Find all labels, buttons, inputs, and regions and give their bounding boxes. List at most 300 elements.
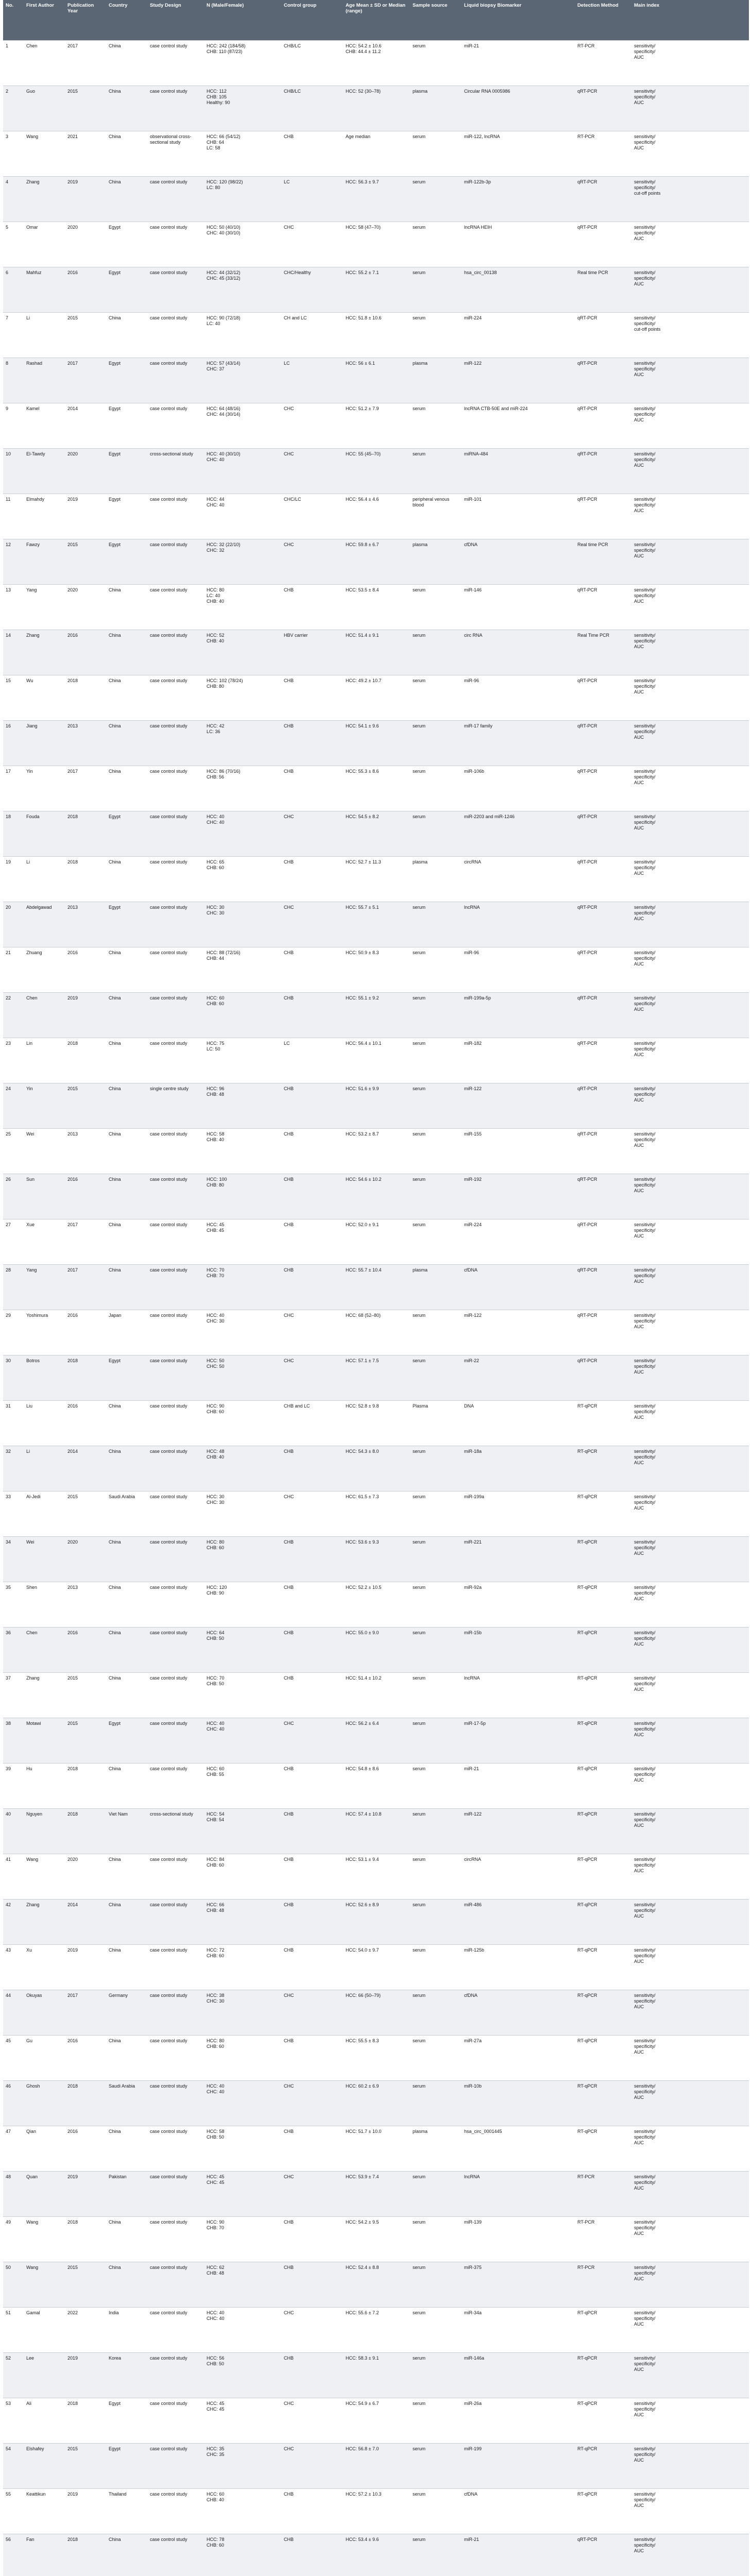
table-cell: serum <box>410 1582 462 1628</box>
table-cell: HCC: 56 ± 6.1 <box>343 358 410 403</box>
table-cell: miR-122 <box>462 1310 575 1355</box>
table-cell: 2013 <box>65 1582 106 1628</box>
table-row <box>3 2172 749 2217</box>
table-cell: CHB <box>281 947 343 993</box>
table-cell: sensitivity/ specificity/ AUC <box>631 1673 749 1718</box>
table-cell: Egypt <box>106 267 147 313</box>
table-cell: sensitivity/ specificity/ AUC <box>631 494 749 539</box>
table-cell: case control study <box>147 86 204 131</box>
table-cell: miR-21 <box>462 2534 575 2576</box>
table-cell: RT-qPCR <box>575 2444 631 2489</box>
table-row <box>3 1401 749 1446</box>
table-cell: Yang <box>24 585 65 630</box>
table-cell: HCC: 52 CHB: 40 <box>204 630 281 675</box>
table-cell: miR-15b <box>462 1628 575 1673</box>
table-cell: Yin <box>24 766 65 811</box>
table-row <box>3 675 749 721</box>
table-cell: Elshafey <box>24 2444 65 2489</box>
table-cell: HCC: 68 (52–80) <box>343 1310 410 1355</box>
table-row <box>3 1129 749 1174</box>
table-cell: 30 <box>3 1355 24 1401</box>
table-cell: 2018 <box>65 2217 106 2262</box>
table-cell: qRT-PCR <box>575 857 631 902</box>
table-cell: Elmahdy <box>24 494 65 539</box>
table-row <box>3 267 749 313</box>
header-row <box>3 0 749 41</box>
table-cell: HCC: 52.8 ± 9.8 <box>343 1401 410 1446</box>
table-cell: RT-qPCR <box>575 2036 631 2081</box>
table-cell: 2017 <box>65 1990 106 2036</box>
table-cell: CHB <box>281 2036 343 2081</box>
table-cell: Sun <box>24 1174 65 1219</box>
table-cell: China <box>106 675 147 721</box>
table-cell: CHB and LC <box>281 1401 343 1446</box>
table-cell: HCC: 40 CHC: 40 <box>204 2308 281 2353</box>
table-cell: China <box>106 2036 147 2081</box>
table-row <box>3 2081 749 2126</box>
table-cell: serum <box>410 902 462 947</box>
table-cell: HCC: 54.3 ± 8.0 <box>343 1446 410 1492</box>
table-cell: case control study <box>147 675 204 721</box>
column-header: Country <box>106 0 147 41</box>
table-cell: serum <box>410 2081 462 2126</box>
table-cell: 20 <box>3 902 24 947</box>
table-cell: HCC: 51.8 ± 10.6 <box>343 313 410 358</box>
table-cell: 21 <box>3 947 24 993</box>
table-cell: qRT-PCR <box>575 1174 631 1219</box>
table-cell: sensitivity/ specificity/ AUC <box>631 222 749 267</box>
table-cell: 2018 <box>65 811 106 857</box>
table-cell: 2019 <box>65 2489 106 2534</box>
table-cell: RT-qPCR <box>575 1900 631 1945</box>
table-cell: sensitivity/ specificity/ AUC <box>631 2172 749 2217</box>
table-cell: Ali <box>24 2398 65 2444</box>
table-cell: Plasma <box>410 1401 462 1446</box>
table-cell: HCC: 55.7 ± 5.1 <box>343 902 410 947</box>
table-cell: 26 <box>3 1174 24 1219</box>
table-cell: CH and LC <box>281 313 343 358</box>
table-cell: case control study <box>147 2126 204 2172</box>
table-cell: serum <box>410 449 462 494</box>
table-row <box>3 86 749 131</box>
table-cell: Wang <box>24 131 65 177</box>
table-cell: miR-10b <box>462 2081 575 2126</box>
table-cell: Chen <box>24 41 65 86</box>
table-cell: RT-qPCR <box>575 2489 631 2534</box>
table-cell: CHB/LC <box>281 86 343 131</box>
table-cell: plasma <box>410 1265 462 1310</box>
table-cell: Real Time PCR <box>575 630 631 675</box>
table-cell: 31 <box>3 1401 24 1446</box>
column-header: N (Male/Female) <box>204 0 281 41</box>
table-cell: case control study <box>147 857 204 902</box>
table-row <box>3 358 749 403</box>
table-row <box>3 313 749 358</box>
table-cell: miR-486 <box>462 1900 575 1945</box>
table-cell: Mahfuz <box>24 267 65 313</box>
table-cell: 2016 <box>65 630 106 675</box>
table-cell: sensitivity/ specificity/ AUC <box>631 585 749 630</box>
table-cell: case control study <box>147 2489 204 2534</box>
table-cell: serum <box>410 2036 462 2081</box>
table-cell: serum <box>410 2217 462 2262</box>
table-cell: HCC: 51.6 ± 9.9 <box>343 1083 410 1129</box>
table-cell: lncRNA <box>462 1673 575 1718</box>
table-cell: HCC: 54.8 ± 8.6 <box>343 1764 410 1809</box>
table-cell: 8 <box>3 358 24 403</box>
table-cell: HCC: 55.0 ± 9.0 <box>343 1628 410 1673</box>
table-cell: sensitivity/ specificity/ AUC <box>631 1945 749 1990</box>
table-cell: case control study <box>147 766 204 811</box>
column-header: Study Design <box>147 0 204 41</box>
table-cell: CHB <box>281 993 343 1038</box>
table-cell: HCC: 64 (48/16) CHC: 44 (30/14) <box>204 403 281 449</box>
table-cell: HCC: 80 CHB: 60 <box>204 1537 281 1582</box>
table-row <box>3 2534 749 2576</box>
table-cell: Xu <box>24 1945 65 1990</box>
table-cell: China <box>106 86 147 131</box>
table-row <box>3 2262 749 2308</box>
table-row <box>3 2489 749 2534</box>
table-cell: sensitivity/ specificity/ AUC <box>631 1174 749 1219</box>
table-cell: HCC: 66 (54/12) CHB: 64 LC: 58 <box>204 131 281 177</box>
table-cell: lncRNA <box>462 2172 575 2217</box>
table-cell: 48 <box>3 2172 24 2217</box>
table-cell: Chen <box>24 993 65 1038</box>
table-cell: case control study <box>147 902 204 947</box>
table-cell: CHC <box>281 2308 343 2353</box>
table-cell: circRNA <box>462 1854 575 1900</box>
table-cell: 25 <box>3 1129 24 1174</box>
table-cell: HCC: 55.7 ± 10.4 <box>343 1265 410 1310</box>
table-cell: China <box>106 766 147 811</box>
table-cell: HCC: 44 (32/12) CHC: 45 (33/12) <box>204 267 281 313</box>
column-header: No. <box>3 0 24 41</box>
table-cell: miR-125b <box>462 1945 575 1990</box>
table-cell: miR-96 <box>462 947 575 993</box>
table-cell: HCC: 35 CHC: 35 <box>204 2444 281 2489</box>
table-cell: HCC: 90 (72/18) LC: 40 <box>204 313 281 358</box>
table-cell: serum <box>410 267 462 313</box>
table-cell: 42 <box>3 1900 24 1945</box>
table-cell: HCC: 55.2 ± 7.1 <box>343 267 410 313</box>
table-cell: case control study <box>147 1038 204 1083</box>
table-cell: RT-qPCR <box>575 1809 631 1854</box>
table-cell: China <box>106 857 147 902</box>
table-cell: HCC: 78 CHB: 60 <box>204 2534 281 2576</box>
table-row <box>3 1628 749 1673</box>
table-cell: miR-199 <box>462 2444 575 2489</box>
table-cell: CHB <box>281 1265 343 1310</box>
table-cell: 2016 <box>65 1401 106 1446</box>
table-cell: RT-qPCR <box>575 1401 631 1446</box>
table-cell: CHC <box>281 2444 343 2489</box>
table-cell: serum <box>410 1764 462 1809</box>
table-cell: HCC: 80 CHB: 60 <box>204 2036 281 2081</box>
table-cell: qRT-PCR <box>575 494 631 539</box>
table-cell: Al-Jedi <box>24 1492 65 1537</box>
table-cell: serum <box>410 2534 462 2576</box>
table-cell: HCC: 40 CHC: 40 <box>204 2081 281 2126</box>
table-cell: RT-qPCR <box>575 1628 631 1673</box>
table-cell: Egypt <box>106 449 147 494</box>
table-cell: miR-122 <box>462 1083 575 1129</box>
table-cell: CHC <box>281 1990 343 2036</box>
table-cell: cross-sectional study <box>147 449 204 494</box>
table-cell: China <box>106 1129 147 1174</box>
table-cell: sensitivity/ specificity/ AUC <box>631 449 749 494</box>
table-row <box>3 41 749 86</box>
table-cell: HCC: 66 (50–79) <box>343 1990 410 2036</box>
table-row <box>3 222 749 267</box>
table-cell: HCC: 45 CHB: 45 <box>204 1219 281 1265</box>
table-cell: Li <box>24 1446 65 1492</box>
table-cell: case control study <box>147 2398 204 2444</box>
column-header: Detection Method <box>575 0 631 41</box>
table-cell: Wang <box>24 2262 65 2308</box>
table-cell: 2013 <box>65 721 106 766</box>
table-cell: plasma <box>410 358 462 403</box>
table-cell: 2014 <box>65 403 106 449</box>
table-row <box>3 721 749 766</box>
table-cell: miR-146a <box>462 2353 575 2398</box>
table-cell: HCC: 48 CHB: 40 <box>204 1446 281 1492</box>
table-cell: single centre study <box>147 1083 204 1129</box>
table-cell: sensitivity/ specificity/ AUC <box>631 358 749 403</box>
table-cell: lncRNA HEIH <box>462 222 575 267</box>
table-cell: HCC: 53.2 ± 8.7 <box>343 1129 410 1174</box>
table-cell: HCC: 54.6 ± 10.2 <box>343 1174 410 1219</box>
table-cell: Korea <box>106 2353 147 2398</box>
table-cell: 43 <box>3 1945 24 1990</box>
table-cell: 2015 <box>65 1083 106 1129</box>
table-cell: Fan <box>24 2534 65 2576</box>
table-cell: sensitivity/ specificity/ AUC <box>631 2308 749 2353</box>
table-cell: 2019 <box>65 177 106 222</box>
table-row <box>3 630 749 675</box>
table-cell: 32 <box>3 1446 24 1492</box>
table-cell: China <box>106 1900 147 1945</box>
table-cell: Saudi Arabia <box>106 2081 147 2126</box>
table-cell: HCC: 65 CHB: 60 <box>204 857 281 902</box>
table-cell: 2020 <box>65 222 106 267</box>
table-cell: sensitivity/ specificity/ AUC <box>631 1582 749 1628</box>
table-row <box>3 2398 749 2444</box>
table-cell: 52 <box>3 2353 24 2398</box>
table-cell: CHC/LC <box>281 494 343 539</box>
table-cell: case control study <box>147 2353 204 2398</box>
table-cell: China <box>106 1174 147 1219</box>
table-cell: qRT-PCR <box>575 2534 631 2576</box>
table-cell: Egypt <box>106 811 147 857</box>
table-row <box>3 1990 749 2036</box>
table-cell: 2013 <box>65 902 106 947</box>
table-cell: miR-146 <box>462 585 575 630</box>
table-row <box>3 1492 749 1537</box>
table-cell: HCC: 52.6 ± 8.9 <box>343 1900 410 1945</box>
table-cell: 2016 <box>65 2126 106 2172</box>
table-cell: RT-qPCR <box>575 2081 631 2126</box>
table-cell: Egypt <box>106 358 147 403</box>
table-cell: 2015 <box>65 2262 106 2308</box>
table-cell: miR-122b-3p <box>462 177 575 222</box>
table-cell: Rashad <box>24 358 65 403</box>
table-cell: RT-qPCR <box>575 2126 631 2172</box>
table-cell: Li <box>24 857 65 902</box>
table-cell: 2016 <box>65 947 106 993</box>
table-cell: China <box>106 1083 147 1129</box>
table-cell: Fawzy <box>24 539 65 585</box>
table-cell: case control study <box>147 2172 204 2217</box>
table-cell: HCC: 54.5 ± 8.2 <box>343 811 410 857</box>
table-cell: Li <box>24 313 65 358</box>
table-cell: qRT-PCR <box>575 1219 631 1265</box>
table-cell: 15 <box>3 675 24 721</box>
table-cell: CHB <box>281 721 343 766</box>
table-cell: sensitivity/ specificity/ cut-off points <box>631 313 749 358</box>
table-cell: Egypt <box>106 539 147 585</box>
table-row <box>3 1945 749 1990</box>
table-cell: Yang <box>24 1265 65 1310</box>
column-header: Liquid biopsy Biomarker <box>462 0 575 41</box>
table-cell: sensitivity/ specificity/ AUC <box>631 1355 749 1401</box>
table-cell: qRT-PCR <box>575 902 631 947</box>
table-cell: Zhang <box>24 1673 65 1718</box>
table-cell: HCC: 120 CHB: 90 <box>204 1582 281 1628</box>
table-cell: HCC: 38 CHC: 30 <box>204 1990 281 2036</box>
table-cell: CHB <box>281 1174 343 1219</box>
table-cell: CHB <box>281 2489 343 2534</box>
table-cell: miR-199a-5p <box>462 993 575 1038</box>
table-cell: HCC: 64 CHB: 50 <box>204 1628 281 1673</box>
table-row <box>3 177 749 222</box>
table-cell: DNA <box>462 1401 575 1446</box>
table-cell: CHB <box>281 2217 343 2262</box>
table-cell: China <box>106 1038 147 1083</box>
table-cell: HCC: 57.4 ± 10.8 <box>343 1809 410 1854</box>
table-cell: miR-34a <box>462 2308 575 2353</box>
table-cell: Viet Nam <box>106 1809 147 1854</box>
table-cell: CHB <box>281 131 343 177</box>
table-cell: CHC <box>281 1355 343 1401</box>
table-cell: 3 <box>3 131 24 177</box>
table-cell: China <box>106 131 147 177</box>
table-cell: 2017 <box>65 766 106 811</box>
table-cell: cfDNA <box>462 2489 575 2534</box>
table-cell: Zhang <box>24 177 65 222</box>
table-cell: 56 <box>3 2534 24 2576</box>
table-cell: case control study <box>147 721 204 766</box>
table-row <box>3 1582 749 1628</box>
table-cell: 2015 <box>65 86 106 131</box>
table-cell: RT-qPCR <box>575 2353 631 2398</box>
table-cell: qRT-PCR <box>575 1038 631 1083</box>
table-cell: 12 <box>3 539 24 585</box>
table-cell: sensitivity/ specificity/ AUC <box>631 1265 749 1310</box>
table-cell: Real time PCR <box>575 539 631 585</box>
table-cell: Wang <box>24 2217 65 2262</box>
table-cell: Ghosh <box>24 2081 65 2126</box>
table-cell: qRT-PCR <box>575 86 631 131</box>
table-cell: case control study <box>147 1401 204 1446</box>
table-cell: RT-qPCR <box>575 1945 631 1990</box>
table-cell: plasma <box>410 857 462 902</box>
table-cell: 6 <box>3 267 24 313</box>
table-cell: HCC: 51.4 ± 9.1 <box>343 630 410 675</box>
table-cell: HCC: 60 CHB: 40 <box>204 2489 281 2534</box>
table-cell: HCC: 53.5 ± 8.4 <box>343 585 410 630</box>
table-cell: HCC: 51.7 ± 10.0 <box>343 2126 410 2172</box>
table-cell: sensitivity/ specificity/ AUC <box>631 857 749 902</box>
table-cell: case control study <box>147 1129 204 1174</box>
table-cell: HCC: 30 CHC: 30 <box>204 1492 281 1537</box>
table-cell: El-Tawdy <box>24 449 65 494</box>
table-cell: China <box>106 630 147 675</box>
table-cell: 2018 <box>65 2534 106 2576</box>
table-cell: case control study <box>147 2036 204 2081</box>
table-cell: qRT-PCR <box>575 403 631 449</box>
table-cell: 2015 <box>65 1718 106 1764</box>
table-cell: 5 <box>3 222 24 267</box>
table-cell: HCC: 80 LC: 40 CHB: 40 <box>204 585 281 630</box>
table-cell: 24 <box>3 1083 24 1129</box>
table-cell: LC <box>281 177 343 222</box>
table-cell: HCC: 55.5 ± 8.3 <box>343 2036 410 2081</box>
table-cell: qRT-PCR <box>575 1310 631 1355</box>
table-header <box>3 0 749 41</box>
table-cell: China <box>106 1945 147 1990</box>
table-cell: case control study <box>147 1945 204 1990</box>
table-cell: Lin <box>24 1038 65 1083</box>
table-cell: case control study <box>147 2534 204 2576</box>
table-cell: plasma <box>410 539 462 585</box>
table-cell: CHB <box>281 1764 343 1809</box>
table-row <box>3 857 749 902</box>
table-row <box>3 1854 749 1900</box>
table-cell: China <box>106 1628 147 1673</box>
table-cell: Xue <box>24 1219 65 1265</box>
table-cell: CHB <box>281 2262 343 2308</box>
table-cell: miR-224 <box>462 1219 575 1265</box>
table-cell: sensitivity/ specificity/ AUC <box>631 1900 749 1945</box>
table-cell: RT-qPCR <box>575 1446 631 1492</box>
table-cell: serum <box>410 766 462 811</box>
table-cell: CHB <box>281 1219 343 1265</box>
table-cell: CHB <box>281 766 343 811</box>
table-cell: CHB <box>281 2534 343 2576</box>
table-cell: case control study <box>147 811 204 857</box>
table-cell: Circular RNA 0005986 <box>462 86 575 131</box>
table-cell: 46 <box>3 2081 24 2126</box>
table-cell: RT-qPCR <box>575 2308 631 2353</box>
table-cell: 19 <box>3 857 24 902</box>
table-cell: case control study <box>147 2081 204 2126</box>
table-cell: Zhuang <box>24 947 65 993</box>
column-header: Publication Year <box>65 0 106 41</box>
table-cell: case control study <box>147 177 204 222</box>
table-cell: CHC <box>281 2398 343 2444</box>
table-cell: case control study <box>147 1990 204 2036</box>
table-cell: sensitivity/ specificity/ AUC <box>631 1990 749 2036</box>
table-cell: miR-122, lncRNA <box>462 131 575 177</box>
table-cell: qRT-PCR <box>575 313 631 358</box>
table-cell: sensitivity/ specificity/ AUC <box>631 1718 749 1764</box>
table-cell: serum <box>410 585 462 630</box>
table-row <box>3 1083 749 1129</box>
table-cell: RT-qPCR <box>575 1764 631 1809</box>
table-cell: case control study <box>147 1537 204 1582</box>
table-cell: case control study <box>147 585 204 630</box>
